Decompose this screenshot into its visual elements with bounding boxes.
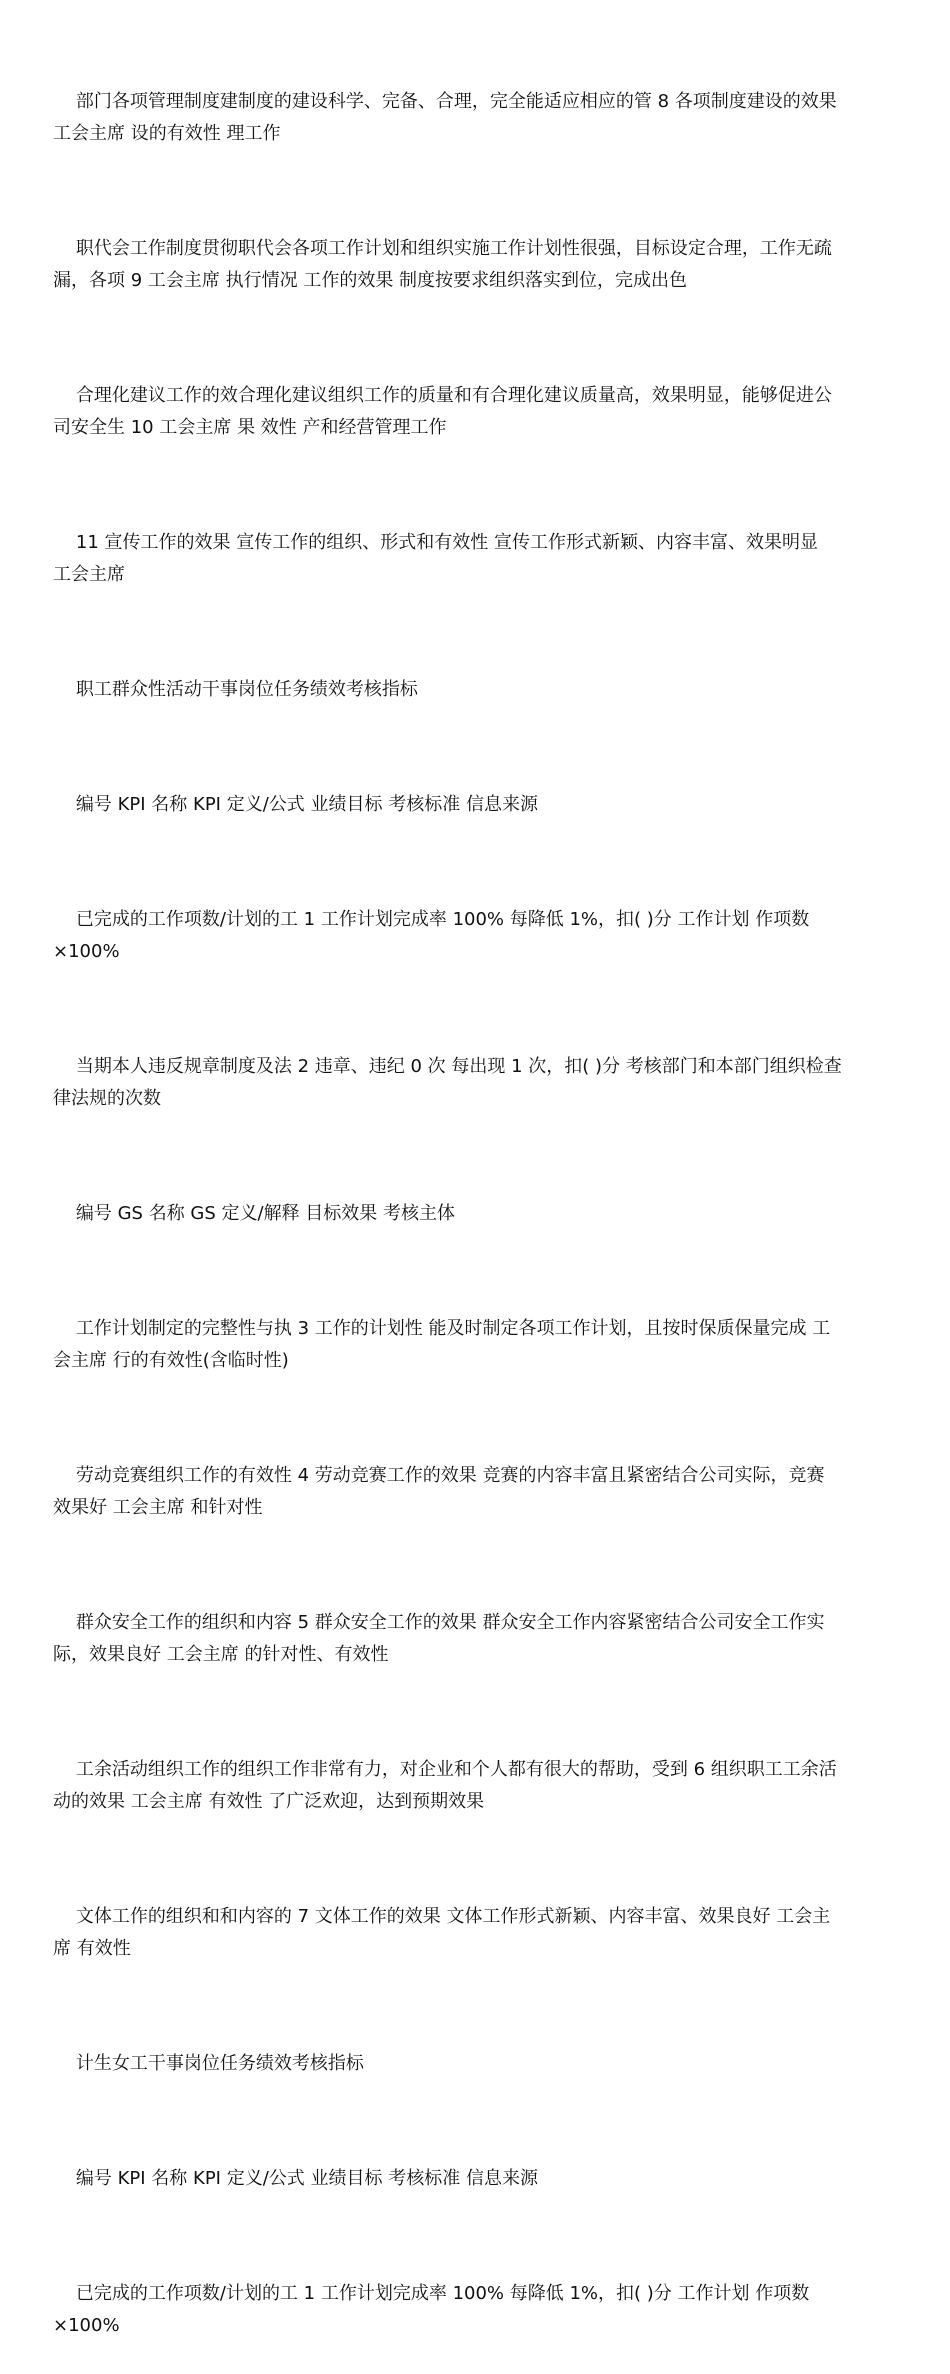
text-line: 11 宣传工作的效果 宣传工作的组织、形式和有效性 宣传工作形式新颖、内容丰富、效果明显 [75,532,818,553]
paragraph-publicity [53,495,900,623]
section-heading-mass-activities [53,642,900,738]
text-line: 动的效果 工会主席 有效性 了广泛欢迎，达到预期效果 [53,1791,485,1812]
text-line: 当期本人违反规章制度及法 2 违章、违纪 0 次 每出现 1 次，扣( )分 考核部门和本部门组织检查 [75,1056,842,1077]
text-line: ×100% [53,941,120,962]
text-line: 部门各项管理制度建制度的建设科学、完备、合理，完全能适应相应的管 8 各项制度建设的效果 [75,91,837,112]
gs-culture-sports [53,1869,900,1997]
text-line: 群众安全工作的组织和内容 5 群众安全工作的效果 群众安全工作内容紧密结合公司安全工作实 [75,1612,825,1633]
text-line: 漏，各项 9 工会主席 执行情况 工作的效果 制度按要求组织落实到位，完成出色 [53,270,688,291]
gs-header-row [53,1166,900,1262]
kpi-violations [53,1019,900,1147]
text-line: 律法规的次数 [53,1088,161,1109]
text-line: 已完成的工作项数/计划的工 1 工作计划完成率 100% 每降低 1%，扣( )分 工作计划 作项数 [75,909,810,930]
text-line: 工会主席 设的有效性 理工作 [53,123,281,144]
text-line: 职工群众性活动干事岗位任务绩效考核指标 [75,679,418,700]
text-line: 文体工作的组织和和内容的 7 文体工作的效果 文体工作形式新颖、内容丰富、效果良好 工会主 [75,1906,831,1927]
text-line: 工余活动组织工作的组织工作非常有力，对企业和个人都有很大的帮助，受到 6 组织职工工余活 [75,1759,837,1780]
text-line: 司安全生 10 工会主席 果 效性 产和经营管理工作 [53,417,447,438]
gs-work-planning [53,1281,900,1409]
text-line: 合理化建议工作的效合理化建议组织工作的质量和有合理化建议质量高，效果明显，能够促进公 [75,385,832,406]
text-line: ×100% [53,2315,120,2336]
text-line: 职代会工作制度贯彻职代会各项工作计划和组织实施工作计划性很强，目标设定合理，工作无疏 [75,238,832,259]
text-line: 工会主席 [53,564,125,585]
paragraph-system-effect [53,54,900,182]
paragraph-congress-system [53,201,900,329]
text-line: 劳动竞赛组织工作的有效性 4 劳动竞赛工作的效果 竞赛的内容丰富且紧密结合公司实际，竞赛 [75,1465,825,1486]
kpi-header-row [53,757,900,853]
text-line: 会主席 行的有效性(含临时性) [53,1350,289,1371]
kpi-plan-completion [53,872,900,1000]
paragraph-rationalization [53,348,900,476]
text-line: 席 有效性 [53,1938,131,1959]
text-line: 计生女工干事岗位任务绩效考核指标 [75,2053,364,2074]
text-line: 效果好 工会主席 和针对性 [53,1497,263,1518]
section-heading-family-planning [53,2016,900,2112]
text-line: 编号 KPI 名称 KPI 定义/公式 业绩目标 考核标准 信息来源 [75,2168,538,2189]
text-line: 工作计划制定的完整性与执 3 工作的计划性 能及时制定各项工作计划，且按时保质保量完成 工 [75,1318,831,1339]
gs-leisure-activities [53,1722,900,1850]
gs-mass-safety [53,1575,900,1703]
gs-labor-competition [53,1428,900,1556]
text-line: 编号 KPI 名称 KPI 定义/公式 业绩目标 考核标准 信息来源 [75,794,538,815]
text-line: 编号 GS 名称 GS 定义/解释 目标效果 考核主体 [75,1203,456,1224]
kpi-header-row-2 [53,2131,900,2227]
kpi-plan-completion-2 [53,2246,900,2374]
text-line: 已完成的工作项数/计划的工 1 工作计划完成率 100% 每降低 1%，扣( )分 工作计划 作项数 [75,2283,810,2304]
text-line: 际，效果良好 工会主席 的针对性、有效性 [53,1644,389,1665]
